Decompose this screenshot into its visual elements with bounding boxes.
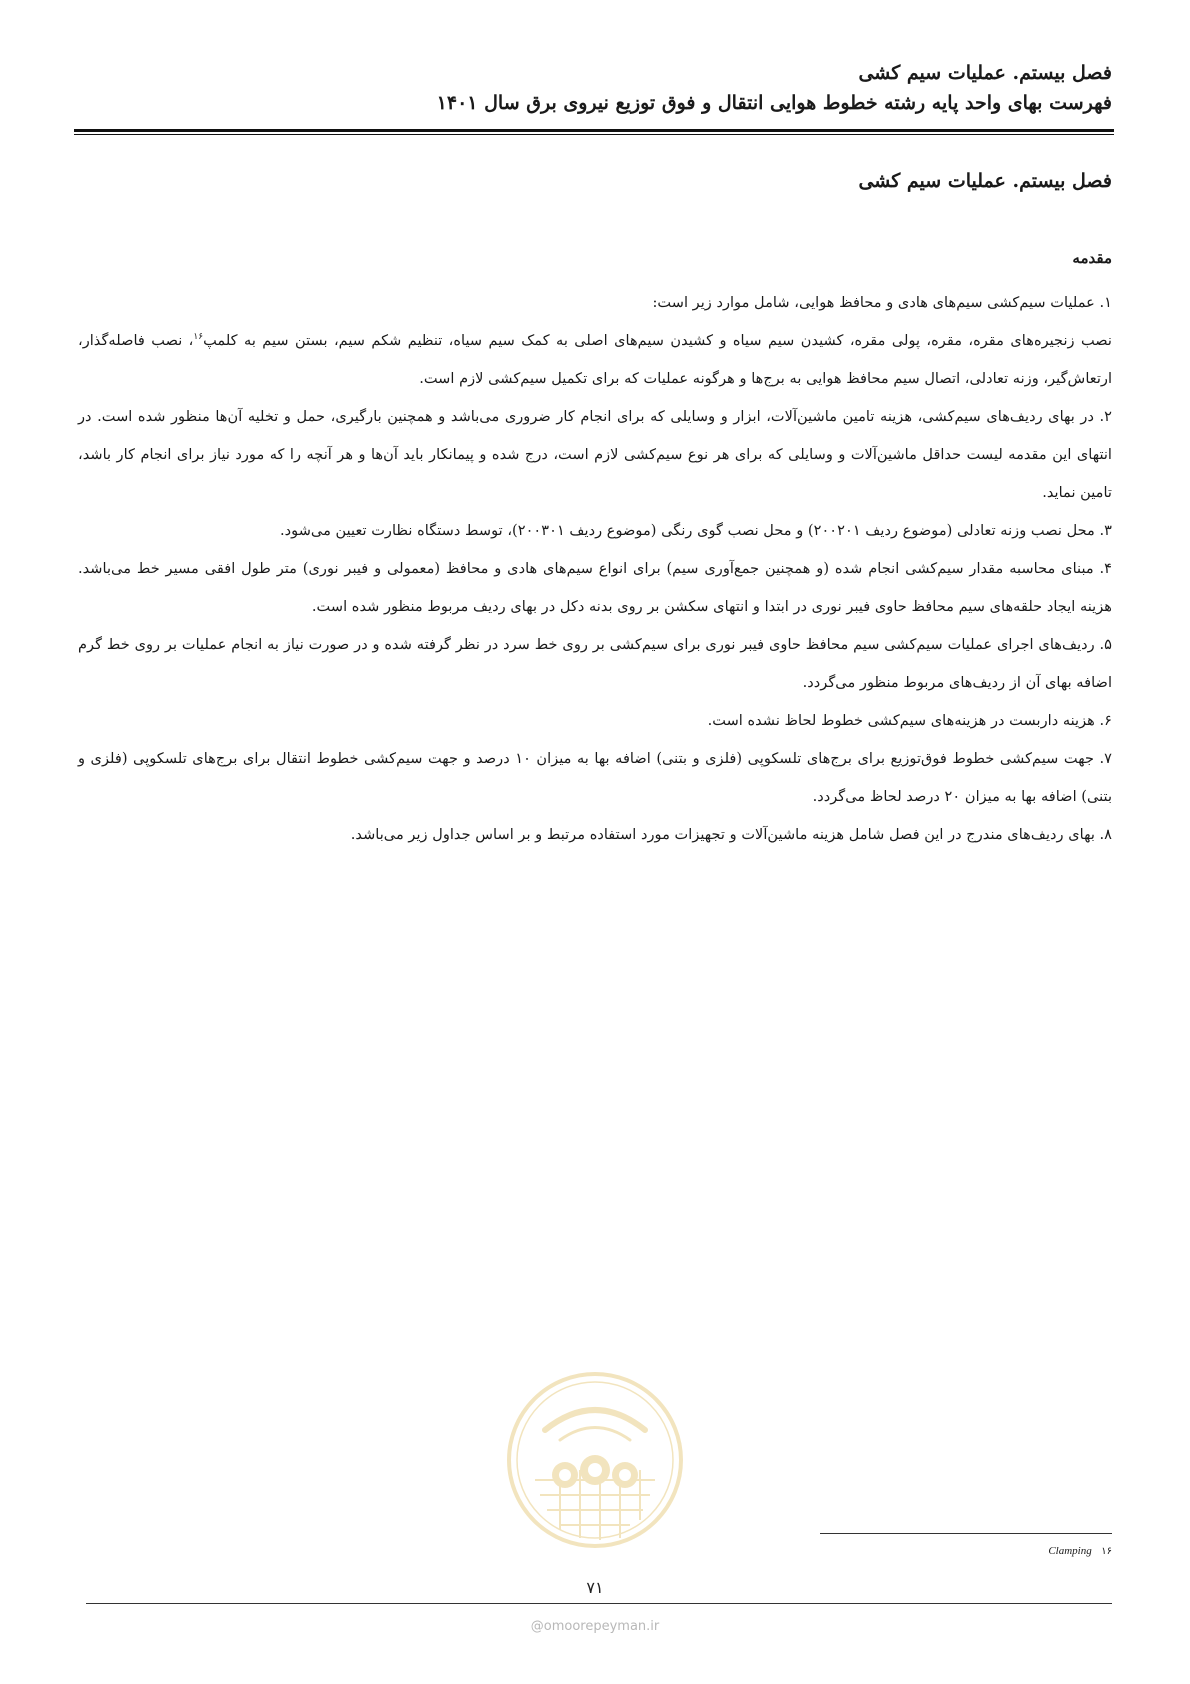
paragraph-6: ۶. هزینه داربست در هزینه‌های سیم‌کشی خطوط لحاظ نشده است.	[707, 712, 1112, 729]
footnote-rule	[820, 1533, 1112, 1534]
running-header-document-title: فهرست بهای واحد پایه رشته خطوط هوایی انتقال و فوق توزیع نیروی برق سال ۱۴۰۱	[436, 92, 1112, 114]
footnote	[1048, 1543, 1112, 1560]
running-header-chapter: فصل بیستم. عملیات سیم کشی	[858, 62, 1112, 84]
page-number: ۷۱	[586, 1578, 604, 1597]
section-heading-introduction: مقدمه	[1072, 249, 1112, 267]
watermark-logo	[505, 1370, 685, 1550]
header-rule-thin	[74, 134, 1114, 135]
footnote-number: ۱۶	[1101, 1546, 1112, 1557]
paragraph-4: ۴. مبنای محاسبه مقدار سیم‌کشی انجام شده (و همچنین جمع‌آوری سیم) برای انواع سیم‌های هادی و محافظ (معمولی و فیبر نوری) متر طول افقی مسیر خط می‌باشد. هزینه ایجاد حلقه‌های سیم محافظ حاوی فیبر نوری در ابتدا و انتهای سکشن بر روی بدنه دکل در بهای ردیف مربوط منظور شده است.	[78, 560, 1112, 615]
paragraph-5: ۵. ردیف‌های اجرای عملیات سیم‌کشی سیم محافظ حاوی فیبر نوری برای سیم‌کشی بر روی خط سرد در نظر گرفته شده و در صورت نیاز به انجام عملیات بر روی خط گرم اضافه بهای آن از ردیف‌های مربوط منظور می‌گردد.	[78, 636, 1112, 691]
paragraph-1-lead: ۱. عملیات سیم‌کشی سیم‌های هادی و محافظ هوایی، شامل موارد زیر است:	[652, 294, 1112, 311]
body-text	[78, 284, 1112, 854]
header-rule-thick	[74, 129, 1114, 132]
paragraph-3: ۳. محل نصب وزنه تعادلی (موضوع ردیف ۲۰۰۲۰۱) و محل نصب گوی رنگی (موضوع ردیف ۲۰۰۳۰۱)، توسط دستگاه نظارت تعیین می‌شود.	[280, 522, 1112, 539]
chapter-title: فصل بیستم. عملیات سیم کشی	[858, 170, 1112, 192]
paragraph-1-body-part-b: ، نصب فاصله‌گذار، ارتعاش‌گیر، وزنه تعادلی، اتصال سیم محافظ هوایی به برج‌ها و هرگونه عملیات که برای تکمیل سیم‌کشی لازم است.	[78, 332, 1112, 387]
paragraph-8: ۸. بهای ردیف‌های مندرج در این فصل شامل هزینه ماشین‌آلات و تجهیزات مورد استفاده مرتبط و بر اساس جداول زیر می‌باشد.	[350, 826, 1112, 843]
running-header	[72, 58, 1112, 118]
paragraph-1-body	[78, 322, 1112, 398]
watermark-url: @omoorepeyman.ir	[530, 1619, 660, 1634]
paragraph-2: ۲. در بهای ردیف‌های سیم‌کشی، هزینه تامین ماشین‌آلات، ابزار و وسایلی که برای انجام کار ضروری می‌باشد و همچنین بارگیری، حمل و تخلیه آن‌ها منظور شده است. در انتهای این مقدمه لیست حداقل ماشین‌آلات و وسایلی که برای هر نوع سیم‌کشی لازم است، درج شده و پیمانکار باید آن‌ها و هر آنچه را که مورد نیاز برای انجام کار باشد، تامین نماید.	[78, 408, 1112, 501]
footnote-reference[interactable]: ۱۶	[193, 332, 204, 343]
footer-rule	[86, 1603, 1112, 1604]
paragraph-7: ۷. جهت سیم‌کشی خطوط فوق‌توزیع برای برج‌های تلسکوپی (فلزی و بتنی) اضافه بها به میزان ۱۰ درصد و جهت سیم‌کشی خطوط انتقال برای برج‌های تلسکوپی (فلزی و بتنی) اضافه بها به میزان ۲۰ درصد لحاظ می‌گردد.	[78, 750, 1112, 805]
footnote-text: Clamping	[1048, 1545, 1092, 1557]
paragraph-1-body-part-a: نصب زنجیره‌های مقره، مقره، پولی مقره، کشیدن سیم سیاه و کشیدن سیم‌های اصلی به کمک سیم سیاه، تنظیم شکم سیم، بستن سیم به کلمپ	[203, 332, 1112, 349]
